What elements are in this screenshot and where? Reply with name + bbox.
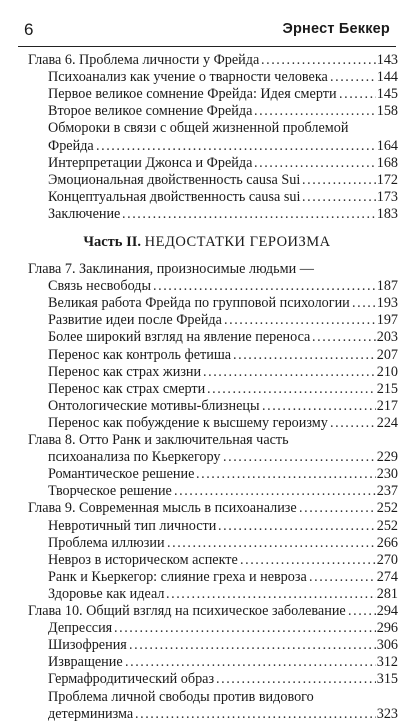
- section-title: психоанализа по Кьеркегору: [48, 449, 221, 465]
- section-title: Более широкий взгляд на явление переноса: [48, 329, 311, 345]
- page-ref: 145: [376, 86, 398, 102]
- section-title: Психоанализ как учение о тварности человека: [48, 69, 328, 85]
- leader-dots: [348, 603, 376, 620]
- leader-dots: [216, 671, 376, 688]
- leader-dots: [299, 500, 376, 517]
- page-ref: 215: [376, 381, 398, 397]
- section-title: Невроз в историческом аспекте: [48, 552, 238, 568]
- section-title: детерминизма: [48, 706, 134, 722]
- section-title: Первое великое сомнение Фрейда: Идея смерти: [48, 86, 337, 102]
- section-title: Второе великое сомнение Фрейда: [48, 103, 253, 119]
- leader-dots: [96, 138, 376, 155]
- toc-chapter-row: [0, 432, 414, 449]
- toc-entry-row: [0, 364, 414, 381]
- page-ref: 224: [376, 415, 398, 431]
- page-ref: 144: [376, 69, 398, 85]
- toc-entry-row: [0, 206, 414, 223]
- section-title: Связь несвободы: [48, 278, 152, 294]
- leader-dots: [302, 172, 376, 189]
- leader-dots: [203, 364, 376, 381]
- toc-entry-row: [0, 535, 414, 552]
- section-title: Шизофрения: [48, 637, 127, 653]
- leader-dots: [330, 415, 376, 432]
- leader-dots: [174, 483, 376, 500]
- section-title: Перенос как побуждение к высшему героизму: [48, 415, 328, 431]
- page-ref: 193: [376, 295, 398, 311]
- chapter-title: Глава 7. Заклинания, произносимые людьми —: [28, 261, 314, 277]
- page-ref: 207: [376, 347, 398, 363]
- leader-dots: [218, 518, 376, 535]
- toc-entry-row: [0, 518, 414, 535]
- toc-entry-row: [0, 381, 414, 398]
- page-ref: 252: [376, 518, 398, 534]
- page-ref: 237: [376, 483, 398, 499]
- section-title: Невротичный тип личности: [48, 518, 217, 534]
- part-label: Часть II.: [83, 234, 141, 250]
- page-ref: 315: [376, 671, 398, 687]
- page-ref: 266: [376, 535, 398, 551]
- running-head-author: Эрнест Беккер: [282, 21, 390, 37]
- toc-entry-row: [0, 415, 414, 432]
- page-ref: 270: [376, 552, 398, 568]
- toc-chapter-row: [0, 261, 414, 278]
- leader-dots: [233, 347, 376, 364]
- section-title: Обмороки в связи с общей жизненной проблемой: [48, 120, 349, 136]
- page-ref: 143: [376, 52, 398, 68]
- chapter-title: Глава 9. Современная мысль в психоанализе: [28, 500, 297, 516]
- toc-entry-row: [0, 103, 414, 120]
- page-ref: 172: [376, 172, 398, 188]
- section-title: Интерпретации Джонса и Фрейда: [48, 155, 253, 171]
- page-ref: 294: [376, 603, 398, 619]
- page-number: 6: [24, 20, 34, 39]
- section-title: Гермафродитический образ: [48, 671, 215, 687]
- section-title: Творческое решение: [48, 483, 172, 499]
- toc-entry-row: [0, 586, 414, 603]
- leader-dots: [352, 295, 376, 312]
- toc-entry-row: [0, 654, 414, 671]
- leader-dots: [261, 52, 376, 69]
- toc-entry-row: [0, 189, 414, 206]
- leader-dots: [125, 654, 376, 671]
- leader-dots: [254, 155, 376, 172]
- page-ref: 296: [376, 620, 398, 636]
- section-title: Перенос как контроль фетиша: [48, 347, 232, 363]
- toc-entry-row: [0, 120, 414, 137]
- page-ref: 210: [376, 364, 398, 380]
- chapter-title: Глава 10. Общий взгляд на психическое заболевание: [28, 603, 346, 619]
- leader-dots: [114, 620, 376, 637]
- leader-dots: [330, 69, 376, 86]
- toc-entry-row: [0, 86, 414, 103]
- toc-entry-row: [0, 155, 414, 172]
- toc-entry-row: [0, 689, 414, 706]
- page-ref: 229: [376, 449, 398, 465]
- page-ref: 281: [376, 586, 398, 602]
- part-title: НЕДОСТАТКИ ГЕРОИЗМА: [144, 234, 331, 250]
- toc-entry-row: [0, 329, 414, 346]
- toc-entry-row: [0, 347, 414, 364]
- page-ref: 158: [376, 103, 398, 119]
- toc-entry-row: [0, 172, 414, 189]
- section-title: Концептуальная двойственность causa sui: [48, 189, 301, 205]
- leader-dots: [312, 329, 376, 346]
- section-title: Извращение: [48, 654, 123, 670]
- toc-entry-row: [0, 398, 414, 415]
- leader-dots: [129, 637, 376, 654]
- page-ref: 187: [376, 278, 398, 294]
- leader-dots: [122, 206, 376, 223]
- section-title: Проблема иллюзии: [48, 535, 165, 551]
- leader-dots: [254, 103, 376, 120]
- toc-entry-row: [0, 483, 414, 500]
- toc-entry-row: [0, 552, 414, 569]
- toc-entry-row: [0, 466, 414, 483]
- section-title: Ранк и Кьеркегор: слияние греха и невроза: [48, 569, 307, 585]
- toc-entry-row: [0, 69, 414, 86]
- section-title: Здоровье как идеал: [48, 586, 165, 602]
- leader-dots: [166, 586, 376, 603]
- toc-entry-row: [0, 637, 414, 654]
- leader-dots: [207, 381, 376, 398]
- page-ref: 323: [376, 706, 398, 722]
- page-ref: 197: [376, 312, 398, 328]
- section-title: Заключение: [48, 206, 121, 222]
- section-title: Проблема личной свободы против видового: [48, 689, 314, 705]
- page-ref: 312: [376, 654, 398, 670]
- leader-dots: [223, 449, 376, 466]
- page-ref: 173: [376, 189, 398, 205]
- chapter-title: Глава 6. Проблема личности у Фрейда: [28, 52, 260, 68]
- leader-dots: [167, 535, 376, 552]
- leader-dots: [240, 552, 376, 569]
- toc-chapter-row: [0, 500, 414, 517]
- section-title: Перенос как страх смерти: [48, 381, 206, 397]
- page-ref: 217: [376, 398, 398, 414]
- page-ref: 230: [376, 466, 398, 482]
- toc-entry-row: [0, 278, 414, 295]
- section-title: Фрейда: [48, 138, 94, 154]
- section-title: Онтологические мотивы-близнецы: [48, 398, 260, 414]
- section-title: Эмоциональная двойственность causa Sui: [48, 172, 301, 188]
- toc-entry-row: [0, 620, 414, 637]
- toc-entry-row: [0, 312, 414, 329]
- leader-dots: [224, 312, 376, 329]
- part-heading: [0, 232, 414, 252]
- toc-entry-row: [0, 671, 414, 688]
- toc-chapter-row: [0, 52, 414, 69]
- page-header: [18, 20, 396, 47]
- toc-entry-row: [0, 706, 414, 723]
- section-title: Развитие идеи после Фрейда: [48, 312, 222, 328]
- page-ref: 203: [376, 329, 398, 345]
- chapter-title: Глава 8. Отто Ранк и заключительная часть: [28, 432, 289, 448]
- leader-dots: [262, 398, 376, 415]
- toc-entry-row: [0, 138, 414, 155]
- toc-chapter-row: [0, 603, 414, 620]
- page-ref: 168: [376, 155, 398, 171]
- page-ref: 306: [376, 637, 398, 653]
- leader-dots: [153, 278, 376, 295]
- section-title: Великая работа Фрейда по групповой психологии: [48, 295, 350, 311]
- leader-dots: [196, 466, 376, 483]
- page-ref: 252: [376, 500, 398, 516]
- section-title: Перенос как страх жизни: [48, 364, 202, 380]
- leader-dots: [302, 189, 376, 206]
- toc-entry-row: [0, 295, 414, 312]
- leader-dots: [339, 86, 376, 103]
- page-ref: 183: [376, 206, 398, 222]
- section-title: Депрессия: [48, 620, 113, 636]
- leader-dots: [309, 569, 376, 586]
- leader-dots: [135, 706, 376, 723]
- toc-entry-row: [0, 569, 414, 586]
- section-title: Романтическое решение: [48, 466, 195, 482]
- toc-entry-row: [0, 449, 414, 466]
- page-ref: 164: [376, 138, 398, 154]
- page-ref: 274: [376, 569, 398, 585]
